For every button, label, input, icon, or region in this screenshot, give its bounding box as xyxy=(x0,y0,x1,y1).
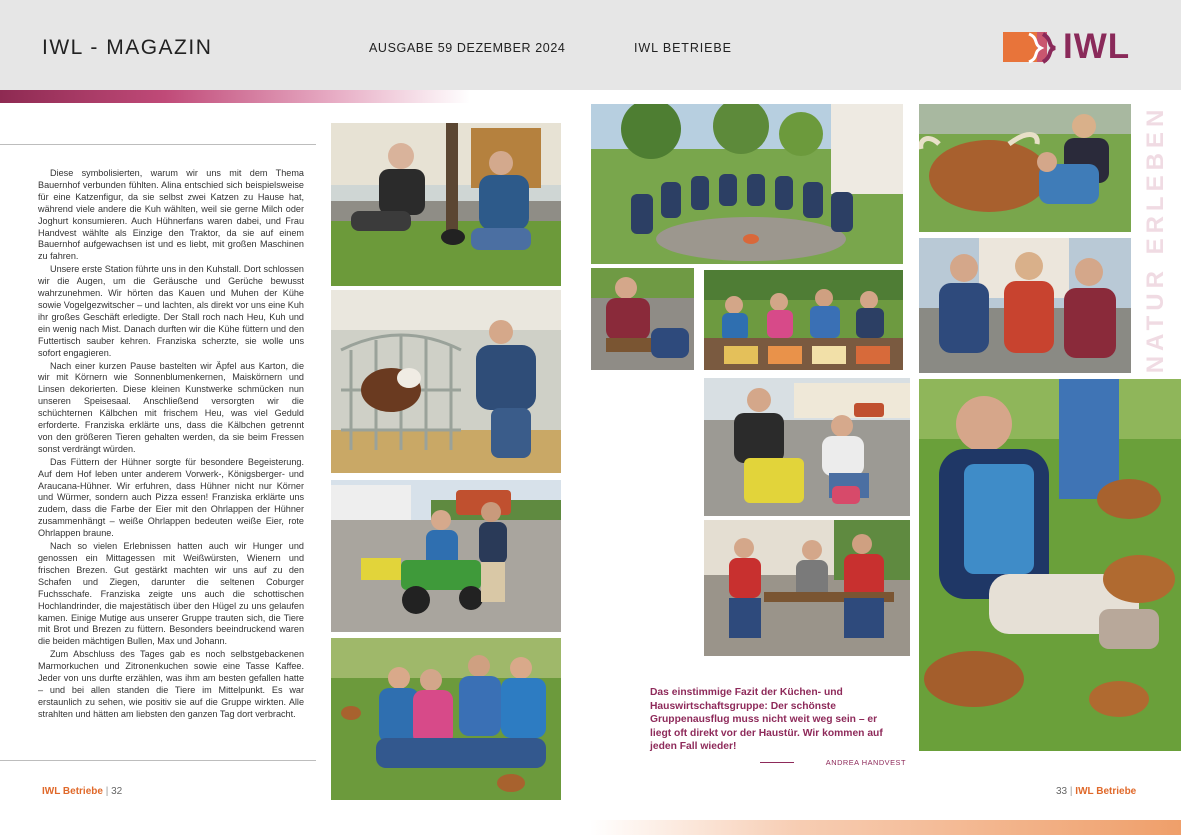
photo-bench-group xyxy=(704,520,910,656)
column-rule-top xyxy=(0,144,316,145)
vertical-section-label xyxy=(1141,104,1171,374)
photo-highland-cattle xyxy=(919,104,1131,232)
pull-quote: Das einstimmige Fazit der Küchen- und Hauswirtschaftsgruppe: Der schönste Gruppenausflug muss nicht weit weg sein – er liegt oft direkt vor der Haustür. Wir kommen auf jeden Fall wieder! xyxy=(650,687,883,753)
vertical-label-text: NATUR ERLEBEN xyxy=(1142,104,1169,374)
photo-outdoor-circle xyxy=(591,104,903,264)
folio-brand: IWL Betriebe xyxy=(1075,786,1137,797)
photo-cat-kneeling xyxy=(331,123,561,286)
page-number: 32 xyxy=(111,786,123,797)
article-paragraph: Nach so vielen Erlebnissen hatten auch wir Hunger und genossen ein Mittagessen mit Weißwürsten, Wienern und frischen Brezen. Gut gestärkt machten wir uns auf zu den Schafen und Ziegen, darunter die seltenen Coburger Fuchsschafe. Franziska zeigte uns auch die schottischen Hochlandrinder, die majestätisch über den Hügel zu uns gelaufen kamen. Einige Mutige aus unserer Gruppe trauten sich, die Tiere mit Brot und Brezen zu füttern. Besonders beeindruckend waren die beiden mächtigen Bullen, Max und Johann. xyxy=(38,541,304,647)
article-paragraph: Das Füttern der Hühner sorgte für besondere Begeisterung. Auf dem Hof leben unter anderem Vorwerk-, Königsberger- und Araucana-Hühner. Wir erfuhren, dass Hühner nicht nur Körner und Würmer, sondern auch Pizza essen! Franziska erklärte uns zudem, dass die Farbe der Eier mit den Ohrlappen der Hühner zusammenhängt – weiße Ohrlappen bedeuten weiße Eier, rote Ohrlappen braune. xyxy=(38,456,304,539)
photo-three-smiling xyxy=(919,238,1131,373)
header-accent-bar xyxy=(0,90,470,103)
article-body xyxy=(38,168,304,722)
page-number: 33 xyxy=(1056,786,1068,797)
folio-brand: IWL Betriebe xyxy=(42,786,103,797)
magazine-title: IWL - MAGAZIN xyxy=(42,36,213,59)
quote-author: ANDREA HANDVEST xyxy=(760,758,906,767)
folio-separator: | xyxy=(105,786,109,797)
article-paragraph: Unsere erste Station führte uns in den Kuhstall. Dort schlossen wir die Augen, um die Geräusche und Gerüche bewusst wahrzunehmen. Wir hörten das Kauen und Muhen der Kühe sowie Vogelgezwitscher – und lachten, als direkt vor uns eine Kuh ihr großes Geschäft erledigte. Der Stall roch nach Heu, Kuh und ein wenig nach Mist. Danach durften wir die Kühe füttern und den Futtertisch sauber kehren. Franziska scherzte, sie wolle uns sofort engagieren. xyxy=(38,264,304,358)
folio-separator: | xyxy=(1069,786,1073,797)
section-label: IWL BETRIEBE xyxy=(634,41,732,55)
photo-tractor-ride xyxy=(331,480,561,632)
article-paragraph: Zum Abschluss des Tages gab es noch selbstgebackenen Marmorkuchen und Zitronenkuchen sowie eine Tasse Kaffee. Jeder von uns durfte erzählen, was ihm am besten gefallen hatte – und bei allen standen die Tiere im Mittelpunkt. Es war erstaunlich zu sehen, wie positiv sie auf die Gruppe wirkten. Alle strahlten und hätten am liebsten den ganzen Tag dort verbracht. xyxy=(38,649,304,719)
logo-mark-icon xyxy=(1003,30,1059,64)
folio-left xyxy=(42,786,122,797)
iwl-logo xyxy=(1003,27,1137,66)
photo-woman-red-jacket xyxy=(591,268,694,370)
logo-text: IWL xyxy=(1063,27,1131,66)
article-paragraph: Diese symbolisierten, warum wir uns mit dem Thema Bauernhof verbunden fühlten. Alina entschied sich beispielsweise für eine Katzenfigur, da sie selbst zwei Katzen zu Hause hat, während viele andere die Kuh wählten, weil sie gerne Milch oder Joghurt konsumieren. Auch Hühnerfans waren dabei, und Frau Handvest wählte als Einzige den Traktor, da sie auf einem Bauernhof aufgewachsen ist und es liebt, mit großen Maschinen zu fahren. xyxy=(38,168,304,262)
photo-calves xyxy=(331,290,561,473)
article-paragraph: Nach einer kurzen Pause bastelten wir Äpfel aus Karton, die wir mit Körnern wie Sonnenblumenkernen, Maiskörnern und Linsen dekorierten. Diese kleinen Kunstwerke schmücken nun unseren Speisesaal. Anschließend versorgten wir die schüchternen Kälbchen mit frischem Heu, was viel Geduld erforderte. Franziska erklärte uns, dass die Kälbchen getrennt von den größeren Tieren gehalten werden, da sie beim Fressen sonst verdrängt würden. xyxy=(38,360,304,454)
issue-label: AUSGABE 59 DEZEMBER 2024 xyxy=(369,41,566,55)
photo-group-chickens xyxy=(331,638,561,800)
footer-accent-bar xyxy=(590,820,1181,835)
photo-smiling-with-hens xyxy=(919,379,1181,751)
column-rule-bottom xyxy=(0,760,316,761)
photo-yellow-tractor xyxy=(704,378,910,516)
photo-table-crafts xyxy=(704,270,903,370)
folio-right xyxy=(1056,786,1136,797)
